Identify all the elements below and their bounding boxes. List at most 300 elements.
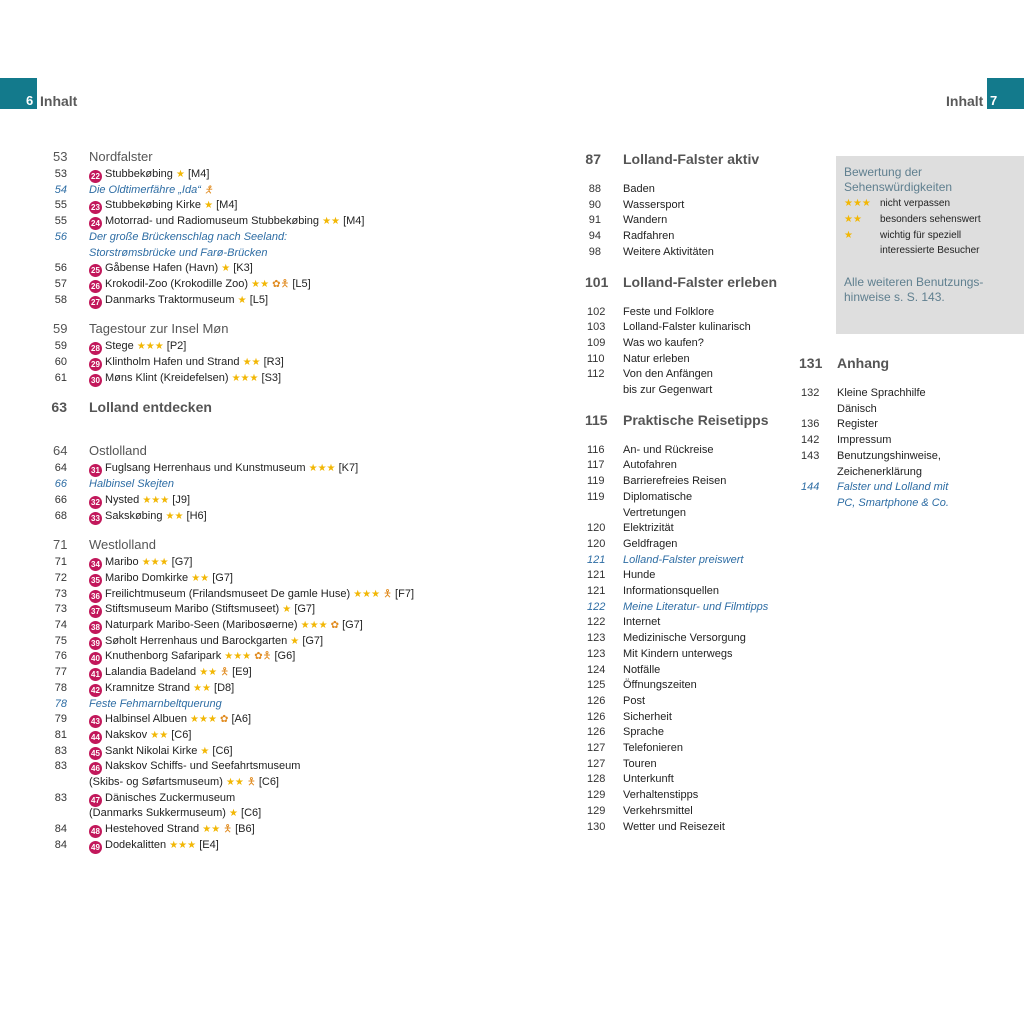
entry-title: Dänisches Zuckermuseum (105, 791, 236, 804)
heading-page-number: 101 (585, 273, 609, 290)
entry-page-number: 66 (54, 478, 67, 491)
entry-text (89, 554, 192, 571)
entry-page-number: 64 (54, 462, 67, 475)
entry-title: Stiftsmuseum Maribo (Stiftsmuseet) (105, 603, 280, 616)
star-icon: ★ (844, 230, 853, 241)
map-grid-reference: [G7] (171, 556, 193, 569)
star-rating-icon: ★★★ (190, 714, 217, 726)
entry-title: Søholt Herrenhaus und Barockgarten (105, 634, 288, 647)
legend-row (844, 214, 981, 225)
entry-text (89, 260, 253, 277)
map-grid-reference: [M4] (216, 199, 238, 212)
entry-text (837, 385, 926, 401)
entry-page-number: 119 (587, 490, 605, 503)
map-grid-reference: [L5] (292, 277, 311, 290)
entry-page-number: 94 (588, 230, 601, 243)
star-rating-icon: ★★ (251, 278, 270, 290)
legend-footer: hinweise s. S. 143. (844, 290, 945, 304)
entry-page-number: 143 (801, 449, 820, 462)
star-rating-icon: ★★ (193, 682, 211, 694)
entry-text (623, 181, 655, 197)
entry-title: Notfälle (623, 663, 661, 676)
map-grid-reference: [K7] (338, 462, 359, 475)
entry-page-number: 127 (587, 742, 606, 754)
entry-text (837, 416, 878, 432)
sight-number-badge: 25 (89, 264, 102, 277)
heading-page-number: 87 (585, 151, 601, 167)
sight-number-badge: 34 (89, 558, 102, 571)
entry-title: Fuglsang Herrenhaus und Kunstmuseum (105, 462, 306, 475)
map-grid-reference: [S3] (261, 371, 282, 384)
entry-text (623, 457, 677, 473)
family-nature-icon: ✿🯅 (272, 278, 290, 290)
entry-text (623, 740, 683, 756)
entry-title: Barrierefreies Reisen (623, 475, 727, 488)
entry-text (89, 774, 279, 791)
entry-page-number: 58 (54, 293, 67, 306)
entry-page-number: 125 (587, 679, 606, 692)
sight-number-badge: 38 (89, 621, 102, 634)
sight-number-badge: 42 (89, 684, 102, 697)
star-rating-icon: ★ (200, 745, 210, 757)
entry-page-number: 117 (587, 459, 605, 472)
entry-text (89, 460, 358, 477)
entry-text (623, 552, 743, 568)
entry-title: Lolland-Falster preiswert (623, 553, 744, 566)
entry-page-number: 84 (54, 838, 67, 851)
entry-page-number: 83 (54, 744, 67, 757)
entry-text (89, 508, 207, 525)
sight-number-badge: 35 (89, 574, 102, 587)
heading-page-number: 53 (53, 149, 68, 164)
sight-number-badge: 24 (89, 217, 102, 230)
star-rating-icon: ★★★ (141, 557, 169, 569)
heading-title: Ostlolland (89, 443, 147, 459)
sight-number-badge: 23 (89, 201, 102, 214)
entry-text (89, 821, 255, 838)
sight-number-badge: 26 (89, 280, 102, 293)
entry-title: Freilichtmuseum (Frilandsmuseet De gamle Huse) (105, 587, 351, 600)
map-grid-reference: [A6] (231, 713, 252, 726)
star-rating-icon: ★★ (199, 667, 218, 679)
star-rating-icon: ★ (221, 263, 231, 275)
legend-row (844, 198, 950, 209)
map-grid-reference: [L5] (249, 293, 269, 306)
entry-text (623, 787, 698, 803)
star-rating-icon: ★★★ (224, 651, 252, 663)
entry-page-number: 78 (54, 681, 67, 694)
entry-title: Diplomatische (623, 490, 693, 503)
entry-text (623, 505, 686, 521)
entry-text (89, 276, 311, 293)
entry-title: Geldfragen (623, 537, 678, 550)
entry-page-number: 54 (54, 183, 67, 196)
entry-page-number: 109 (587, 336, 606, 349)
entry-title: Halbinsel Skejten (89, 478, 174, 491)
entry-title: Verhaltenstipps (623, 789, 699, 802)
family-nature-icon: ✿ (219, 714, 229, 726)
entry-text (89, 601, 315, 618)
entry-text (89, 338, 186, 355)
entry-title: Was wo kaufen? (623, 336, 704, 349)
star-rating-icon: ★ (204, 200, 214, 212)
entry-text (623, 335, 704, 351)
entry-page-number: 127 (587, 757, 606, 770)
left-page-number: 6 (26, 93, 34, 108)
entry-text (89, 837, 219, 854)
entry-title: Naturpark Maribo-Seen (Maribosøerne) (105, 619, 298, 631)
entry-title: Benutzungshinweise, (837, 449, 941, 462)
entry-page-number: 110 (587, 352, 605, 365)
rating-legend-box (836, 156, 1024, 334)
entry-page-number: 73 (54, 603, 67, 616)
star-rating-icon: ★★ (242, 357, 261, 368)
entry-title: Nysted (105, 493, 140, 506)
entry-text (623, 197, 684, 213)
star-rating-icon: ★★ (191, 572, 210, 584)
family-nature-icon: ✿🯅 (254, 651, 272, 663)
entry-text (623, 803, 693, 819)
entry-title: Gåbense Hafen (Havn) (105, 262, 219, 275)
entry-text (623, 228, 674, 244)
entry-text (623, 351, 690, 367)
entry-title: Maribo (105, 556, 139, 569)
sight-number-badge: 46 (89, 762, 102, 775)
entry-page-number: 129 (587, 789, 606, 802)
star-rating-icon: ★★★ (169, 839, 197, 851)
entry-page-number: 78 (54, 697, 67, 710)
entry-text (623, 489, 692, 505)
left-page-title: Inhalt (40, 93, 78, 109)
entry-text (623, 819, 725, 835)
right-page-number: 7 (990, 93, 998, 108)
entry-page-number: 124 (587, 663, 606, 676)
map-grid-reference: [E9] (232, 666, 252, 679)
legend-label: besonders sehenswert (880, 214, 981, 225)
map-grid-reference: [G7] (294, 603, 316, 616)
entry-page-number: 121 (587, 553, 606, 566)
entry-title: Sprache (623, 726, 664, 739)
star-icon: ★★★ (844, 198, 871, 209)
sight-number-badge: 45 (89, 747, 102, 760)
entry-text (89, 805, 261, 822)
family-nature-icon: ✿ (330, 620, 339, 631)
entry-title: Post (623, 694, 646, 707)
entry-page-number: 102 (587, 305, 606, 318)
entry-title: (Danmarks Sukkermuseum) (89, 807, 226, 820)
entry-text (89, 790, 235, 807)
entry-text (837, 479, 948, 495)
entry-title: Lolland-Falster kulinarisch (623, 321, 751, 334)
entry-text (89, 245, 268, 261)
entry-title: Sankt Nikolai Kirke (105, 744, 198, 757)
map-grid-reference: [K3] (233, 262, 253, 275)
map-grid-reference: [R3] (263, 356, 284, 368)
heading-page-number: 64 (53, 443, 68, 459)
star-rating-icon: ★ (282, 604, 292, 616)
map-grid-reference: [P2] (166, 340, 187, 353)
entry-text (89, 633, 323, 650)
entry-title: Weitere Aktivitäten (623, 245, 714, 258)
heading-page-number: 71 (53, 537, 68, 553)
star-rating-icon: ★★★ (142, 494, 170, 506)
entry-page-number: 60 (54, 356, 67, 368)
star-icon: ★★ (844, 214, 862, 225)
entry-text (89, 586, 414, 603)
entry-page-number: 83 (54, 760, 67, 773)
entry-page-number: 120 (587, 537, 606, 550)
legend-label: interessierte Besucher (880, 245, 980, 256)
sight-number-badge: 43 (89, 715, 102, 728)
entry-title: Wetter und Reisezeit (623, 820, 725, 833)
star-rating-icon: ★★★ (300, 620, 328, 631)
entry-page-number: 56 (54, 230, 67, 243)
heading-title: Westlolland (89, 537, 156, 553)
entry-text (89, 182, 213, 199)
map-grid-reference: [G6] (274, 650, 296, 663)
entry-page-number: 59 (54, 340, 67, 353)
entry-page-number: 53 (54, 168, 67, 180)
entry-text (623, 567, 655, 583)
entry-title: Die Oldtimerfähre „Ida“ (89, 183, 201, 196)
heading-page-number: 115 (585, 411, 608, 428)
map-grid-reference: [M4] (187, 168, 210, 180)
sight-number-badge: 41 (89, 668, 102, 681)
entry-text (89, 492, 190, 509)
entry-title: Radfahren (623, 230, 675, 243)
entry-title: Meine Literatur- und Filmtipps (623, 600, 769, 613)
entry-title: Sicherheit (623, 710, 672, 723)
entry-text (837, 448, 941, 464)
star-rating-icon: ★ (237, 294, 247, 306)
entry-title: Impressum (837, 434, 892, 447)
entry-title: Telefonieren (623, 742, 683, 754)
entry-text (837, 401, 877, 417)
entry-title: PC, Smartphone & Co. (837, 496, 949, 509)
entry-text (623, 614, 660, 630)
entry-page-number: 66 (54, 493, 67, 506)
entry-page-number: 77 (54, 666, 67, 679)
entry-page-number: 74 (54, 619, 67, 631)
star-rating-icon: ★ (228, 808, 238, 820)
heading-title: Lolland-Falster aktiv (623, 151, 760, 167)
entry-text (623, 599, 768, 615)
sight-number-badge: 27 (89, 296, 102, 309)
entry-title: Informationsquellen (623, 585, 720, 597)
sight-number-badge: 37 (89, 605, 102, 618)
entry-text (623, 366, 713, 382)
entry-title: Touren (623, 757, 657, 770)
entry-text (89, 617, 363, 634)
family-nature-icon: 🯅 (246, 777, 256, 788)
entry-title: Zeichenerklärung (837, 465, 922, 478)
entry-page-number: 68 (54, 509, 67, 522)
map-grid-reference: [E4] (199, 838, 219, 851)
star-rating-icon: ★★ (150, 729, 169, 741)
star-rating-icon: ★★ (202, 824, 221, 836)
sight-number-badge: 30 (89, 374, 102, 387)
entry-title: Internet (623, 616, 661, 629)
entry-title: Nakskov (105, 728, 148, 741)
right-page-title: Inhalt (946, 93, 984, 109)
entry-text (623, 520, 674, 536)
entry-title: Stege (105, 340, 134, 353)
legend-title: Bewertung der (844, 165, 923, 179)
entry-title: Feste und Folklore (623, 305, 715, 318)
entry-text (89, 696, 222, 712)
entry-page-number: 98 (588, 245, 601, 258)
heading-title: Anhang (837, 355, 890, 371)
entry-title: Nakskov Schiffs- und Seefahrtsmuseum (105, 760, 301, 773)
heading-title: Lolland entdecken (89, 399, 212, 416)
entry-title: Baden (623, 183, 655, 195)
entry-page-number: 88 (588, 183, 601, 195)
heading-title: Nordfalster (89, 149, 153, 164)
sight-number-badge: 36 (89, 590, 102, 603)
sight-number-badge: 47 (89, 794, 102, 807)
entry-text (89, 648, 295, 665)
entry-text (623, 771, 674, 787)
entry-title: Motorrad- und Radiomuseum Stubbekøbing (105, 215, 320, 228)
entry-text (623, 382, 712, 398)
heading-page-number: 131 (799, 355, 823, 371)
sight-number-badge: 49 (89, 841, 102, 854)
entry-page-number: 57 (54, 277, 67, 290)
entry-text (623, 244, 714, 260)
heading-title: Tagestour zur Insel Møn (89, 321, 229, 337)
legend-row (844, 230, 961, 241)
star-rating-icon: ★★ (322, 216, 341, 228)
entry-title: Hunde (623, 569, 656, 582)
entry-title: Natur erleben (623, 352, 690, 365)
entry-title: Dodekalitten (105, 838, 167, 851)
entry-title: bis zur Gegenwart (623, 384, 713, 396)
family-nature-icon: 🯅 (220, 667, 230, 679)
entry-text (623, 319, 751, 335)
entry-title: Mit Kindern unterwegs (623, 647, 733, 660)
star-rating-icon: ★ (290, 635, 300, 647)
entry-text (623, 473, 726, 489)
entry-title: Stubbekøbing Kirke (105, 199, 201, 212)
star-rating-icon: ★★ (165, 510, 184, 522)
entry-title: Wandern (623, 214, 668, 227)
entry-text (623, 304, 714, 320)
entry-page-number: 126 (587, 694, 606, 707)
legend-label: wichtig für speziell (880, 230, 962, 241)
heading-page-number: 63 (51, 399, 67, 416)
sight-number-badge: 32 (89, 496, 102, 509)
map-grid-reference: [F7] (395, 587, 414, 600)
legend-footer: Alle weiteren Benutzungs- (844, 275, 984, 289)
entry-title: Storstrømsbrücke und Farø-Brücken (89, 246, 268, 259)
star-rating-icon: ★★★ (353, 588, 381, 600)
entry-title: Wassersport (623, 198, 685, 211)
entry-title: Kleine Sprachhilfe (837, 387, 926, 399)
entry-text (89, 370, 281, 387)
entry-page-number: 61 (54, 371, 67, 384)
entry-page-number: 55 (54, 215, 67, 228)
entry-title: Register (837, 418, 878, 431)
entry-page-number: 142 (801, 434, 820, 447)
sight-number-badge: 44 (89, 731, 102, 744)
entry-page-number: 123 (587, 647, 606, 660)
map-grid-reference: [C6] (212, 744, 233, 757)
entry-page-number: 75 (54, 634, 67, 647)
entry-title: Der große Brückenschlag nach Seeland: (89, 230, 288, 243)
map-grid-reference: [M4] (343, 215, 365, 228)
entry-page-number: 132 (801, 387, 820, 399)
entry-page-number: 130 (587, 820, 606, 833)
entry-page-number: 90 (588, 198, 601, 211)
entry-page-number: 55 (54, 199, 67, 212)
entry-page-number: 121 (587, 585, 606, 597)
entry-text (623, 212, 667, 228)
map-grid-reference: [B6] (235, 823, 255, 836)
sight-number-badge: 31 (89, 464, 102, 477)
entry-text (89, 680, 234, 697)
entry-text (837, 432, 891, 448)
entry-text (89, 166, 209, 183)
entry-text (623, 756, 657, 772)
legend-label: nicht verpassen (880, 198, 951, 209)
entry-page-number: 84 (54, 823, 67, 836)
entry-page-number: 112 (587, 368, 605, 381)
entry-text (89, 743, 233, 760)
entry-title: Sakskøbing (105, 509, 163, 522)
legend-row (844, 245, 980, 256)
star-rating-icon: ★ (175, 169, 185, 180)
entry-title: Dänisch (837, 402, 877, 415)
heading-page-number: 59 (53, 321, 68, 337)
entry-title: Klintholm Hafen und Strand (105, 356, 240, 368)
map-grid-reference: [J9] (172, 493, 191, 506)
entry-text (623, 662, 660, 678)
entry-text (89, 727, 191, 744)
entry-title: Öffnungszeiten (623, 679, 697, 692)
entry-page-number: 122 (587, 616, 606, 629)
entry-text (89, 758, 300, 775)
entry-text (623, 677, 697, 693)
family-nature-icon: 🯅 (203, 184, 213, 196)
entry-title: Kramnitze Strand (105, 681, 190, 694)
entry-title: Lalandia Badeland (105, 666, 197, 679)
entry-page-number: 76 (54, 650, 67, 663)
entry-page-number: 123 (587, 632, 606, 645)
family-nature-icon: 🯅 (223, 824, 233, 836)
sight-number-badge: 48 (89, 825, 102, 838)
entry-text (623, 724, 664, 740)
entry-text (623, 630, 746, 646)
heading-title: Praktische Reisetipps (623, 411, 769, 428)
entry-text (89, 213, 364, 230)
entry-text (837, 464, 922, 480)
entry-title: Feste Fehmarnbeltquerung (89, 697, 222, 710)
entry-title: Stubbekøbing (105, 168, 173, 180)
entry-page-number: 126 (587, 710, 606, 723)
entry-page-number: 83 (54, 791, 67, 804)
entry-text (623, 536, 677, 552)
entry-title: Hestehoved Strand (105, 823, 200, 836)
heading-title: Lolland-Falster erleben (623, 273, 778, 290)
entry-text (89, 229, 287, 245)
entry-title: Møns Klint (Kreidefelsen) (105, 371, 229, 384)
entry-text (623, 709, 672, 725)
entry-text (623, 442, 714, 458)
entry-page-number: 91 (588, 214, 601, 227)
sight-number-badge: 33 (89, 512, 102, 525)
entry-title: Autofahren (623, 459, 677, 472)
entry-text (623, 693, 645, 709)
